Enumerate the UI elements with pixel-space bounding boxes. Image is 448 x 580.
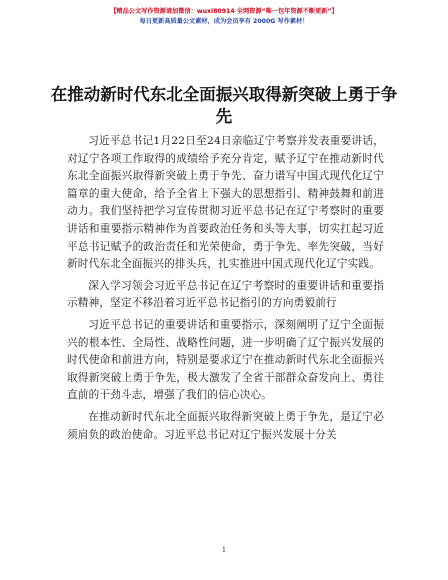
page-number: 1 — [221, 546, 227, 554]
promo-line-1: 【精品公文写作资源请加微信：wuxi80914 全网资源“唯一包年资源不断更新”】 — [110, 8, 338, 15]
body-paragraph-4: 在推动新时代东北全面振兴取得新突破上勇于争先，是辽宁必须肩负的政治使命。习近平总书记对辽宁振兴发展十分关 — [67, 410, 384, 441]
promo-banner — [0, 7, 448, 27]
body-paragraph-3: 习近平总书记的重要讲话和重要指示，深刻阐明了辽宁全面振兴的根本性、全局性、战略性问题，进一步明确了辽宁振兴发展的时代使命和前进方向，特别是要求辽宁在推动新时代东北全面振兴取得新突破上勇于争先，极大激发了全省干部群众奋发向上、勇往直前的干劲斗志，增强了我们的信心决心。 — [67, 318, 384, 402]
promo-line-2: 每日更新高质量公文素材，成为会员享有 2000G 写作素材！ — [139, 18, 309, 25]
document-title: 在推动新时代东北全面振兴取得新突破上勇于争先 — [50, 85, 398, 126]
document-body — [67, 133, 384, 448]
body-paragraph-1: 习近平总书记1月22日至24日亲临辽宁考察并发表重要讲话，对辽宁各项工作取得的成绩给予充分肯定，赋予辽宁在推动新时代东北全面振兴取得新突破上勇于争先、奋力谱写中国式现代化辽宁篇章的重大使命，给予全省上下强大的思想指引、精神鼓舞和前进动力。我们坚持把学习宣传贯彻习近平总书记在辽宁考察时的重要讲话和重要指示精神作为首要政治任务和头等大事，切实扛起习近平总书记赋予的政治责任和光荣使命，勇于争先、率先突破，当好新时代东北全面振兴的排头兵，扎实推进中国式现代化辽宁实践。 — [67, 135, 384, 271]
body-paragraph-2: 深入学习领会习近平总书记在辽宁考察时的重要讲话和重要指示精神，坚定不移沿着习近平总书记指引的方向勇毅前行 — [67, 279, 384, 310]
